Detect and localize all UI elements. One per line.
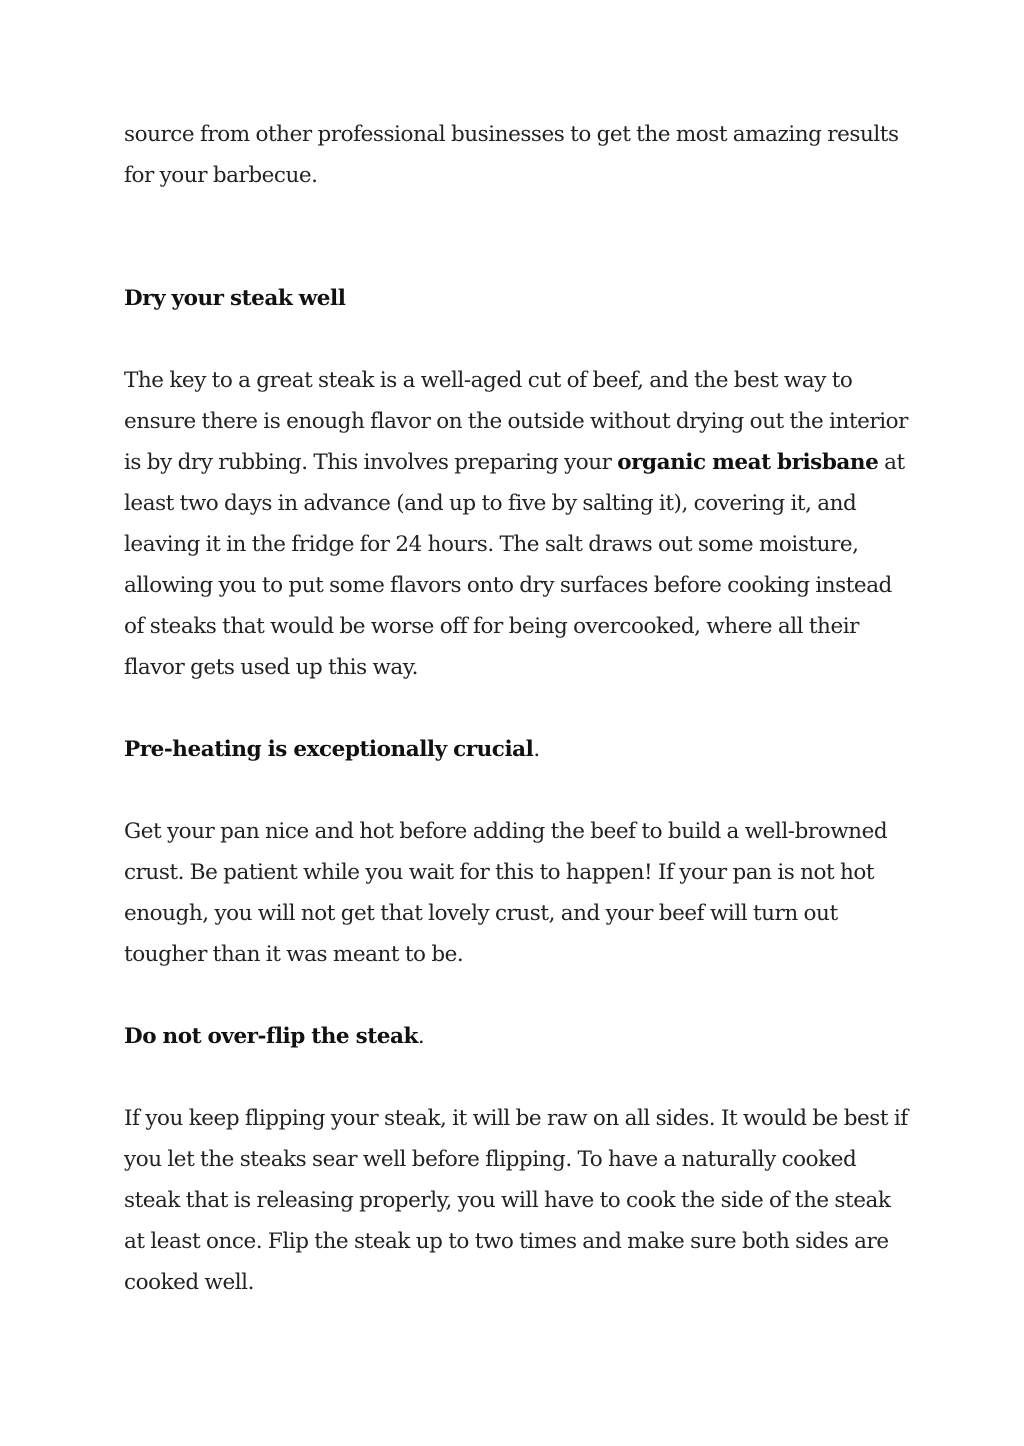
heading-suffix: . (417, 1024, 425, 1049)
section-body-dry-steak (124, 360, 914, 688)
heading-text: Do not over-flip the steak (124, 1024, 418, 1049)
intro-paragraph: source from other professional businesses to get the most amazing results for your barbecue. (124, 122, 899, 188)
heading-suffix: . (533, 737, 540, 762)
heading-text: Dry your steak well (124, 286, 346, 311)
section-heading-preheating (124, 729, 914, 770)
body-bold-keyword: organic meat brisbane (617, 450, 879, 475)
document-page (124, 114, 914, 1344)
section-body-over-flip: If you keep flipping your steak, it will be raw on all sides. It would be best if you let the steaks sear well before flipping. To have a naturally cooked steak that is releasing properly, you will have to cook the side of the steak at least once. Flip the steak up to two times and make sure both sides are cooked well. (124, 1106, 908, 1295)
section-body-preheating: Get your pan nice and hot before adding the beef to build a well-browned crust. Be patient while you wait for this to happen! If your pan is not hot enough, you will not get that lovely crust, and your beef will turn out tougher than it was meant to be. (124, 819, 888, 967)
body-text-after: at least two days in advance (and up to five by salting it), covering it, and leaving it in the fridge for 24 hours. The salt draws out some moisture, allowing you to put some flavors onto dry surfaces before cooking instead of steaks that would be worse off for being overcooked, where all their flavor gets used up this way. (124, 450, 905, 680)
section-heading-dry-steak (124, 278, 914, 319)
body-text-before: The key to a great steak is a well-aged cut of beef, and the best way to ensure there is enough flavor on the outside without drying out the interior is by dry rubbing. This involves preparing your (124, 368, 908, 475)
section-heading-over-flip (124, 1016, 914, 1057)
heading-text: Pre-heating is exceptionally crucial (124, 737, 534, 762)
